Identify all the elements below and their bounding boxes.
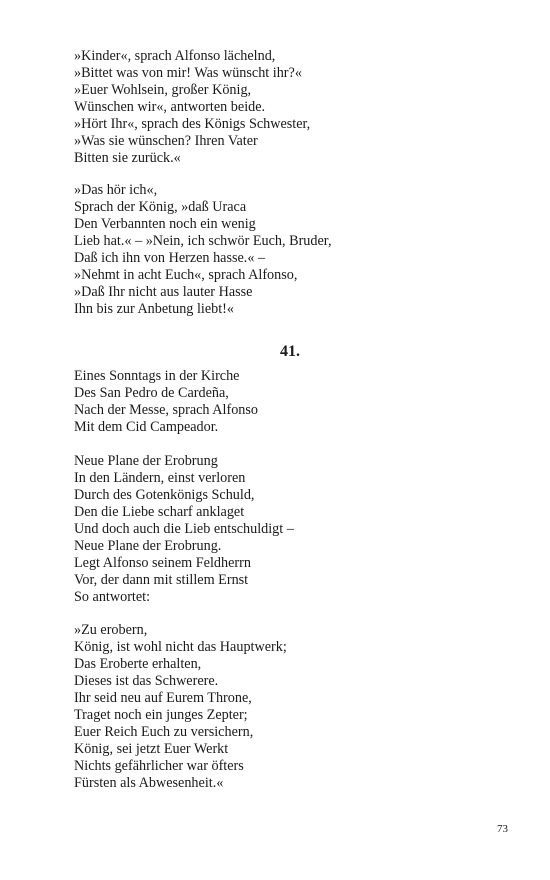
- verse-line: Fürsten als Abwesenheit.«: [74, 775, 224, 791]
- verse-line: Mit dem Cid Campeador.: [74, 419, 219, 435]
- verse-line: Neue Plane der Erobrung: [74, 453, 218, 469]
- verse-line: »Hört Ihr«, sprach des Königs Schwester,: [74, 116, 311, 132]
- verse-line: In den Ländern, einst verloren: [74, 470, 246, 486]
- verse-line: Daß ich ihn von Herzen hasse.« –: [74, 250, 266, 266]
- verse-line: »Kinder«, sprach Alfonso lächelnd,: [74, 48, 276, 64]
- verse-line: Bitten sie zurück.«: [74, 150, 181, 166]
- verse-line: »Euer Wohlsein, großer König,: [74, 82, 252, 98]
- verse-line: Legt Alfonso seinem Feldherrn: [74, 555, 251, 571]
- verse-line: Durch des Gotenkönigs Schuld,: [74, 487, 255, 503]
- verse-line: Und doch auch die Lieb entschuldigt –: [74, 521, 294, 537]
- verse-line: Des San Pedro de Cardeña,: [74, 385, 229, 401]
- verse-line: Eines Sonntags in der Kirche: [74, 368, 240, 384]
- verse-line: »Bittet was von mir! Was wünscht ihr?«: [74, 65, 302, 81]
- stanza-4: [74, 453, 494, 606]
- verse-line: »Zu erobern,: [74, 622, 148, 638]
- stanza-3: [74, 368, 494, 436]
- verse-line: Euer Reich Euch zu versichern,: [74, 724, 254, 740]
- verse-line: Den Verbannten noch ein wenig: [74, 216, 256, 232]
- verse-line: Lieb hat.« – »Nein, ich schwör Euch, Bruder,: [74, 233, 332, 249]
- verse-line: Ihr seid neu auf Eurem Throne,: [74, 690, 252, 706]
- verse-line: Den die Liebe scharf anklaget: [74, 504, 245, 520]
- verse-line: König, sei jetzt Euer Werkt: [74, 741, 229, 757]
- verse-line: »Daß Ihr nicht aus lauter Hasse: [74, 284, 253, 300]
- verse-line: Vor, der dann mit stillem Ernst: [74, 572, 249, 588]
- section-heading: 41.: [280, 343, 300, 360]
- stanza-1: [74, 48, 494, 167]
- verse-line: »Nehmt in acht Euch«, sprach Alfonso,: [74, 267, 298, 283]
- verse-line: Wünschen wir«, antworten beide.: [74, 99, 266, 115]
- verse-line: Nichts gefährlicher war öfters: [74, 758, 244, 774]
- verse-line: Traget noch ein junges Zepter;: [74, 707, 248, 723]
- page-number: 73: [497, 823, 508, 835]
- verse-line: Nach der Messe, sprach Alfonso: [74, 402, 258, 418]
- stanza-5: [74, 622, 494, 792]
- verse-line: »Was sie wünschen? Ihren Vater: [74, 133, 258, 149]
- verse-line: Neue Plane der Erobrung.: [74, 538, 222, 554]
- verse-line: »Das hör ich«,: [74, 182, 158, 198]
- verse-line: König, ist wohl nicht das Hauptwerk;: [74, 639, 287, 655]
- verse-line: Ihn bis zur Anbetung liebt!«: [74, 301, 234, 317]
- stanza-2: [74, 182, 494, 318]
- verse-line: Das Eroberte erhalten,: [74, 656, 202, 672]
- verse-line: So antwortet:: [74, 589, 151, 605]
- verse-line: Sprach der König, »daß Uraca: [74, 199, 247, 215]
- verse-line: Dieses ist das Schwerere.: [74, 673, 219, 689]
